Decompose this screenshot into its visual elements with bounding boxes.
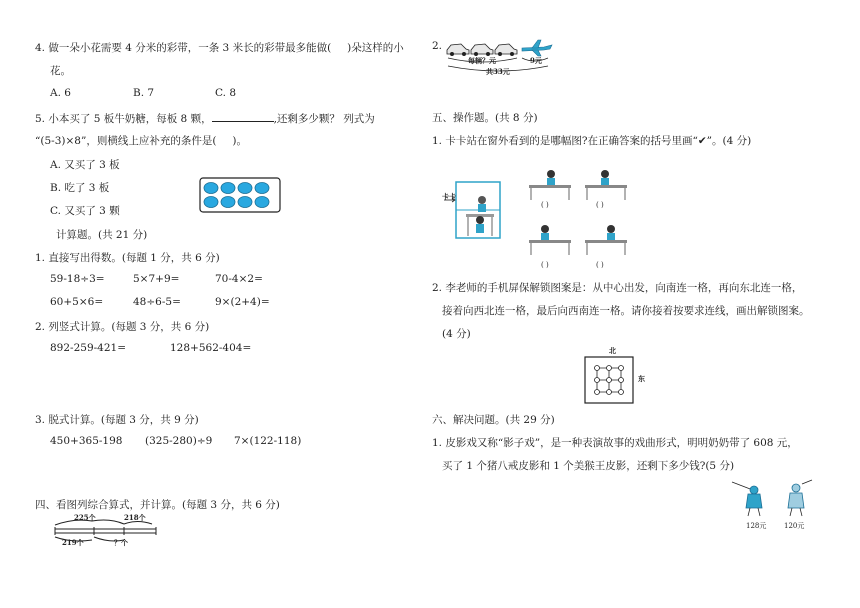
s5-p1-text: 1. 卡卡站在窗外看到的是哪幅图?在正确答案的括号里画“✔”。(4 分): [432, 135, 752, 147]
diagram-label-unknown: ？个: [114, 538, 128, 547]
window-label: 卡卡: [442, 192, 456, 201]
diagram-label-218: 218个: [124, 513, 146, 522]
choice-bracket[interactable]: ( ): [596, 261, 604, 269]
vertical-calc-item: 128+562-404=: [170, 342, 252, 354]
q4-option-b[interactable]: B. 7: [133, 87, 155, 99]
q2-total-label: 共33元: [486, 67, 510, 76]
q5-text-end: )。: [232, 135, 248, 147]
q4-line2: 花。: [50, 65, 71, 77]
window-illustration: [442, 180, 504, 242]
choice-pictures-bottom: [525, 220, 633, 260]
q2-diagram: [444, 36, 559, 78]
q5-option-b[interactable]: B. 吃了 3 板: [50, 182, 110, 194]
q5-formula-text: “(5-3)×8”，则横线上应补充的条件是(: [35, 135, 217, 147]
q5-line1: [35, 110, 375, 126]
calc-item: 70-4×2=: [215, 273, 263, 285]
calc-item: 5×7+9=: [133, 273, 180, 285]
choice-bracket[interactable]: ( ): [541, 201, 549, 209]
calc-item: 59-18÷3=: [50, 273, 105, 285]
stepwise-calc-item: 450+365-198: [50, 435, 123, 447]
s3-p3-title: 3. 脱式计算。(每题 3 分，共 9 分): [35, 414, 199, 426]
q2-label: 2.: [432, 40, 443, 52]
unlock-pattern-grid: [576, 346, 646, 406]
s5-p2-line3: (4 分): [442, 328, 471, 340]
q4-line1: [35, 40, 404, 55]
q2-plane-label: 9元: [530, 56, 542, 65]
section6-title: 六、解决问题。(共 29 分): [432, 414, 555, 426]
q5-text-post: ,还剩多少颗？ 列式为: [273, 113, 375, 125]
q4-text-end: )朵这样的小: [347, 42, 404, 54]
choice-pictures-top: [525, 165, 633, 205]
candy-box-image: [199, 177, 281, 213]
q4-option-a[interactable]: A. 6: [50, 87, 71, 99]
q2-car-label: 每辆？元: [468, 56, 496, 65]
segment-diagram: [52, 513, 162, 549]
section5-title: 五、操作题。(共 8 分): [432, 112, 538, 124]
s5-p2-line2: 接着向西北连一格，最后向西南连一格。请你接着按要求连线，画出解锁图案。: [442, 305, 810, 317]
s5-p2-line1: 2. 李老师的手机屏保解锁图案是：从中心出发，向南连一格，再向东北连一格，: [432, 282, 803, 294]
q4-text: 4. 做一朵小花需要 4 分米的彩带，一条 3 米长的彩带最多能做(: [35, 42, 332, 54]
q5-option-a[interactable]: A. 又买了 3 板: [50, 159, 120, 171]
vertical-calc-item: 892-259-421=: [50, 342, 127, 354]
calc-item: 60+5×6=: [50, 296, 104, 308]
s3-p1-title: 1. 直接写出得数。(每题 1 分，共 6 分): [35, 252, 220, 264]
diagram-label-219: 219个: [62, 538, 84, 547]
choice-bracket[interactable]: ( ): [541, 261, 549, 269]
s3-p2-title: 2. 列竖式计算。(每题 3 分，共 6 分): [35, 321, 210, 333]
section3-title: 计算题。(共 21 分): [56, 229, 148, 241]
q5-fill-blank[interactable]: [212, 110, 274, 122]
calc-item: 48÷6-5=: [133, 296, 181, 308]
choice-bracket[interactable]: ( ): [596, 201, 604, 209]
diagram-label-225: 225个: [74, 513, 96, 522]
east-label: 东: [638, 374, 645, 383]
price-label-pig: 128元: [746, 522, 767, 530]
s6-p1-line1: 1. 皮影戏又称“影子戏”，是一种表演故事的戏曲形式，明明奶奶带了 608 元，: [432, 437, 798, 449]
window-scene: [442, 180, 504, 242]
price-label-monkey: 120元: [784, 522, 805, 530]
q5-text: 5. 小本买了 5 板牛奶糖，每板 8 颗，: [35, 113, 212, 125]
q5-option-c[interactable]: C. 又买了 3 颗: [50, 205, 120, 217]
shadow-puppets-image: [728, 478, 814, 520]
section4-title: 四、看图列综合算式，并计算。(每题 3 分，共 6 分): [35, 499, 280, 511]
stepwise-calc-item: (325-280)÷9: [145, 435, 213, 447]
calc-item: 9×(2+4)=: [215, 296, 270, 308]
grid-drawing: [584, 356, 636, 406]
s6-p1-line2: 买了 1 个猪八戒皮影和 1 个美猴王皮影，还剩下多少钱?(5 分): [442, 460, 735, 472]
stepwise-calc-item: 7×(122-118): [234, 435, 302, 447]
q5-line2: [35, 133, 247, 148]
q4-option-c[interactable]: C. 8: [215, 87, 237, 99]
north-label: 北: [609, 346, 616, 355]
